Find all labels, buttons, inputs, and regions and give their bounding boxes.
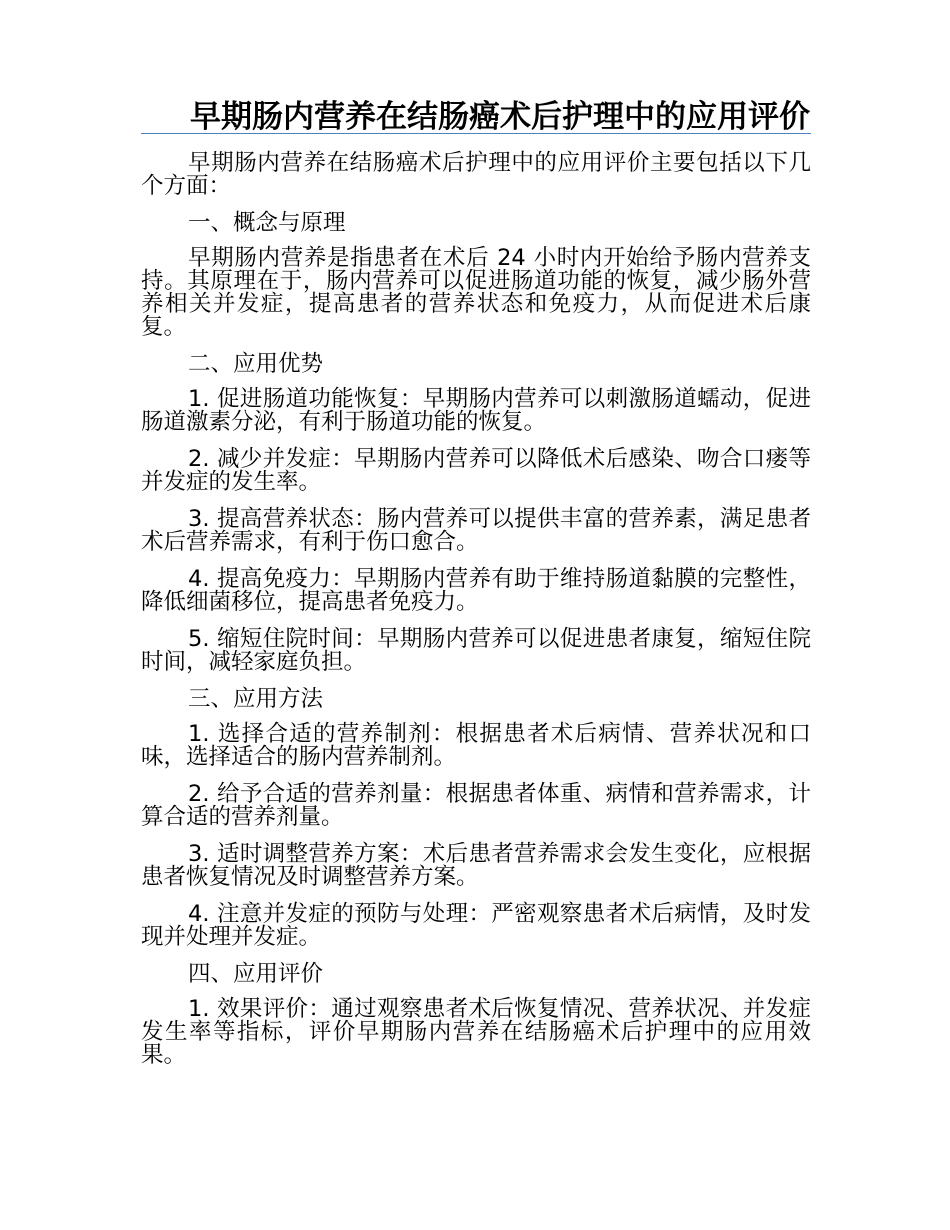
document-body (141, 152, 811, 1067)
document-page (141, 99, 811, 1081)
method-item-3: 3. 适时调整营养方案：术后患者营养需求会发生变化，应根据患者恢复情况及时调整营养方案。 (141, 841, 811, 890)
document-title: 早期肠内营养在结肠癌术后护理中的应用评价 (190, 99, 810, 135)
advantage-item-4: 4. 提高免疫力：早期肠内营养有助于维持肠道黏膜的完整性，降低细菌移位，提高患者免疫力。 (141, 566, 811, 615)
method-item-1: 1. 选择合适的营养制剂：根据患者术后病情、营养状况和口味，选择适合的肠内营养制剂。 (141, 721, 811, 770)
section-heading-advantages: 二、应用优势 (188, 351, 324, 377)
concept-paragraph: 早期肠内营养是指患者在术后 24 小时内开始给予肠内营养支持。其原理在于，肠内营养可以促进肠道功能的恢复，减少肠外营养相关并发症，提高患者的营养状态和免疫力，从而促进术后康复。 (141, 245, 811, 340)
advantage-item-2: 2. 减少并发症：早期肠内营养可以降低术后感染、吻合口瘘等并发症的发生率。 (141, 446, 811, 495)
evaluation-item-1: 1. 效果评价：通过观察患者术后恢复情况、营养状况、并发症发生率等指标，评价早期肠内营养在结肠癌术后护理中的应用效果。 (141, 996, 811, 1068)
section-heading-methods: 三、应用方法 (188, 686, 324, 712)
method-item-2: 2. 给予合适的营养剂量：根据患者体重、病情和营养需求，计算合适的营养剂量。 (141, 781, 811, 830)
advantage-item-5: 5. 缩短住院时间：早期肠内营养可以促进患者康复，缩短住院时间，减轻家庭负担。 (141, 626, 811, 675)
intro-paragraph: 早期肠内营养在结肠癌术后护理中的应用评价主要包括以下几个方面： (141, 150, 811, 199)
method-item-4: 4. 注意并发症的预防与处理：严密观察患者术后病情，及时发现并处理并发症。 (141, 901, 811, 950)
section-heading-evaluation: 四、应用评价 (188, 961, 324, 987)
section-heading-concept: 一、概念与原理 (188, 210, 346, 236)
advantage-item-1: 1. 促进肠道功能恢复：早期肠内营养可以刺激肠道蠕动，促进肠道激素分泌，有利于肠道功能的恢复。 (141, 386, 811, 435)
advantage-item-3: 3. 提高营养状态：肠内营养可以提供丰富的营养素，满足患者术后营养需求，有利于伤口愈合。 (141, 506, 811, 555)
